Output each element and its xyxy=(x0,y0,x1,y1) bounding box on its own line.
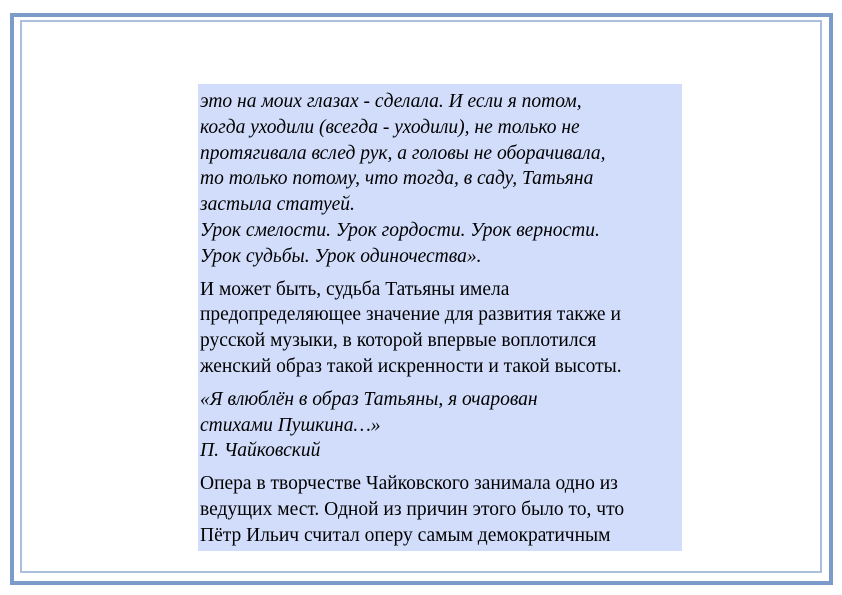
paragraph-tatiana-music xyxy=(200,277,682,380)
quote-line: Урок судьбы. Урок одиночества». xyxy=(200,245,482,267)
quote-line: то только потому, что тогда, в саду, Татьяна xyxy=(200,168,594,190)
quote-line: когда уходили (всегда - уходили), не только не xyxy=(200,116,580,138)
quote-line: это на моих глазах - сделала. И если я потом, xyxy=(200,91,582,112)
slide-text-box xyxy=(198,84,682,551)
quote-line: «Я влюблён в образ Татьяны, я очарован xyxy=(200,388,538,410)
paragraph-line: ведущих мест. Одной из причин этого было то, что xyxy=(200,498,625,520)
paragraph-line: И может быть, судьба Татьяны имела xyxy=(200,278,510,300)
tsvetaeva-quote xyxy=(200,89,682,270)
paragraph-line: русской музыки, в которой впервые воплотился xyxy=(200,330,597,352)
quote-line: застыла статуей. xyxy=(200,194,355,216)
quote-line: Урок смелости. Урок гордости. Урок верности. xyxy=(200,219,600,241)
tchaikovsky-quote xyxy=(200,387,682,464)
paragraph-line: женский образ такой искренности и такой высоты. xyxy=(200,355,622,377)
quote-line: стихами Пушкина…» xyxy=(200,414,381,436)
paragraph-line: Пётр Ильич считал оперу самым демократичным xyxy=(200,524,611,546)
quote-author: П. Чайковский xyxy=(200,440,321,462)
quote-line: протягивала вслед рук, а головы не оборачивала, xyxy=(200,142,606,164)
paragraph-opera xyxy=(200,471,682,548)
paragraph-line: Опера в творчестве Чайковского занимала одно из xyxy=(200,473,618,495)
paragraph-line: предопределяющее значение для развития также и xyxy=(200,304,621,326)
